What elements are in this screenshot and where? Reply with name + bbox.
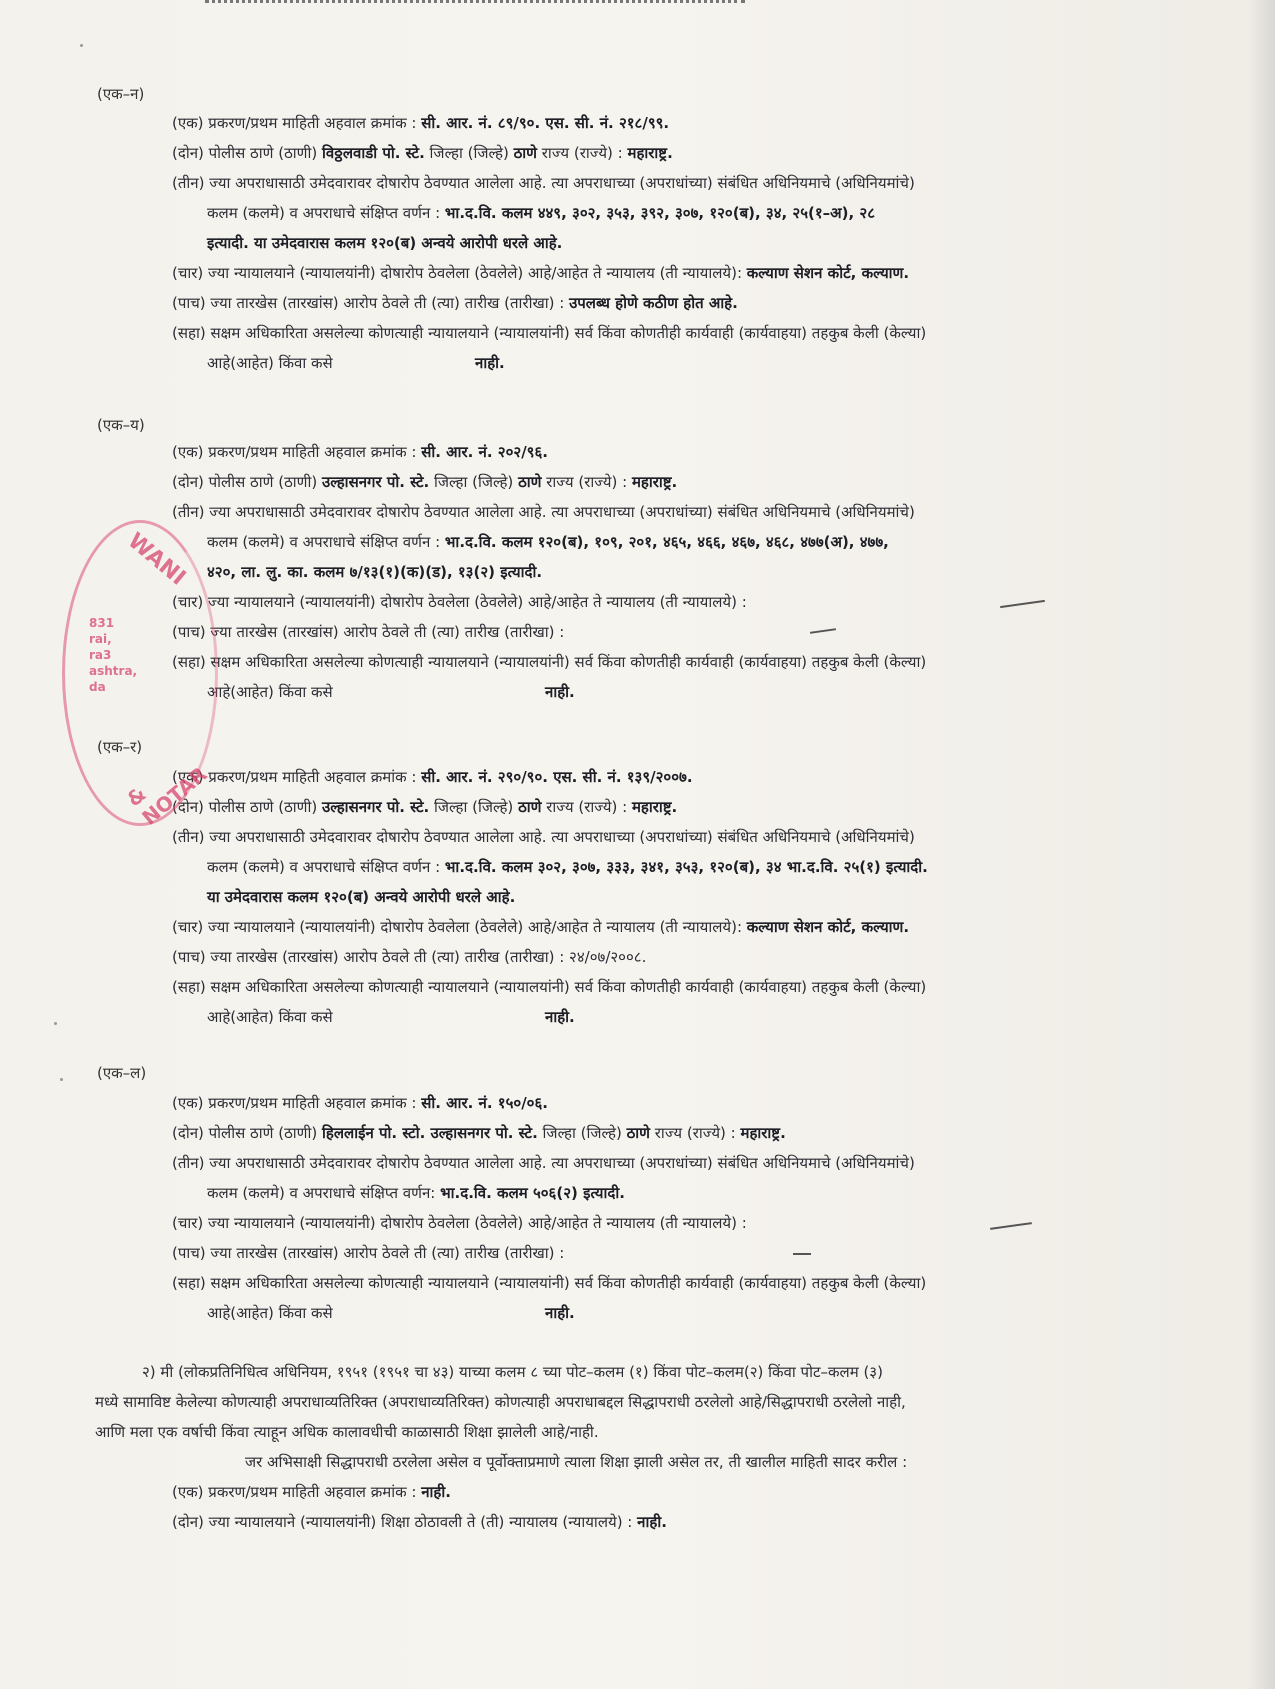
declaration-line: २) मी (लोकप्रतिनिधित्व अधिनियम, १९५१ (१९५१ चा ४३) याच्या कलम ८ च्या पोट–कलम (१) किंवा पोट–कलम(२) किंवा पोट–कलम (३) <box>142 1363 883 1381</box>
handwritten-dash <box>793 1253 811 1255</box>
stamp-bottom-text: & NOTAR <box>121 761 212 830</box>
doc-line: (दोन) पोलीस ठाणे (ठाणी) उल्हासनगर पो. स्टे. जिल्हा (जिल्हे) ठाणे राज्य (राज्ये) : महाराष्ट्र. <box>172 473 678 491</box>
doc-line: (सहा) सक्षम अधिकारिता असलेल्या कोणत्याही न्यायालयाने (न्यायालयांनी) सर्व किंवा कोणतीही कार्यवाही (कार्यवाहया) तहकुब केली (केल्या) <box>172 978 927 996</box>
doc-line: कलम (कलमे) व अपराधाचे संक्षिप्त वर्णन : भा.द.वि. कलम ४४९, ३०२, ३५३, ३९२, ३०७, १२०(ब), ३४, २५(१–अ), २८ <box>207 204 876 222</box>
scan-speck <box>60 1078 63 1081</box>
section-label: (एक–य) <box>97 416 145 434</box>
notary-stamp <box>62 520 218 830</box>
doc-line: (दोन) पोलीस ठाणे (ठाणी) हिललाईन पो. स्टो. उल्हासनगर पो. स्टे. जिल्हा (जिल्हे) ठाणे राज्य (राज्ये) : महाराष्ट्र. <box>172 1124 786 1142</box>
declaration-item: (एक) प्रकरण/प्रथम माहिती अहवाल क्रमांक : नाही. <box>172 1483 451 1501</box>
doc-line: इत्यादी. या उमेदवारास कलम १२०(ब) अन्वये आरोपी धरले आहे. <box>207 234 563 252</box>
doc-line: (सहा) सक्षम अधिकारिता असलेल्या कोणत्याही न्यायालयाने (न्यायालयांनी) सर्व किंवा कोणतीही कार्यवाही (कार्यवाहया) तहकुब केली (केल्या) <box>172 1274 927 1292</box>
doc-line: कलम (कलमे) व अपराधाचे संक्षिप्त वर्णन: भा.द.वि. कलम ५०६(२) इत्यादी. <box>207 1184 625 1202</box>
cut-off-top-line <box>205 0 745 8</box>
stamp-top-text: WANI <box>122 528 191 591</box>
declaration-line: आणि मला एक वर्षाची किंवा त्याहून अधिक कालावधीची काळासाठी शिक्षा झालेली आहे/नाही. <box>95 1423 599 1441</box>
doc-line: (एक) प्रकरण/प्रथम माहिती अहवाल क्रमांक : सी. आर. नं. १५०/०६. <box>172 1094 548 1112</box>
doc-line: (दोन) पोलीस ठाणे (ठाणी) उल्हासनगर पो. स्टे. जिल्हा (जिल्हे) ठाणे राज्य (राज्ये) : महाराष्ट्र. <box>172 798 678 816</box>
declaration-item: (दोन) ज्या न्यायालयाने (न्यायालयांनी) शिक्षा ठोठावली ते (ती) न्यायालय (न्यायालये) : नाही. <box>172 1513 667 1531</box>
doc-line: (तीन) ज्या अपराधासाठी उमेदवारावर दोषारोप ठेवण्यात आलेला आहे. त्या अपराधाच्या (अपराधांच्या) संबंधित अधिनियमाचे (अधिनियमांचे) <box>172 503 915 521</box>
doc-line: (सहा) सक्षम अधिकारिता असलेल्या कोणत्याही न्यायालयाने (न्यायालयांनी) सर्व किंवा कोणतीही कार्यवाही (कार्यवाहया) तहकुब केली (केल्या) <box>172 653 927 671</box>
doc-line: (पाच) ज्या तारखेस (तारखांस) आरोप ठेवले ती (त्या) तारीख (तारीखा) : <box>172 623 565 641</box>
doc-line: (तीन) ज्या अपराधासाठी उमेदवारावर दोषारोप ठेवण्यात आलेला आहे. त्या अपराधाच्या (अपराधांच्या) संबंधित अधिनियमाचे (अधिनियमांचे) <box>172 1154 915 1172</box>
doc-line: कलम (कलमे) व अपराधाचे संक्षिप्त वर्णन : भा.द.वि. कलम ३०२, ३०७, ३३३, ३४१, ३५३, १२०(ब), ३४ भा.द.वि. २५(१) इत्यादी. <box>207 858 928 876</box>
doc-line: (तीन) ज्या अपराधासाठी उमेदवारावर दोषारोप ठेवण्यात आलेला आहे. त्या अपराधाच्या (अपराधांच्या) संबंधित अधिनियमाचे (अधिनियमांचे) <box>172 174 915 192</box>
page-edge-shadow <box>1249 0 1275 1689</box>
doc-line: (पाच) ज्या तारखेस (तारखांस) आरोप ठेवले ती (त्या) तारीख (तारीखा) : उपलब्ध होणे कठीण होत आहे. <box>172 294 738 312</box>
doc-line: आहे(आहेत) किंवा कसे <box>207 1304 333 1322</box>
declaration-line: मध्ये सामाविष्ट केलेल्या कोणत्याही अपराधाव्यतिरिक्त (अपराधाव्यतिरिक्त) कोणत्याही अपराधाबद्दल सिद्धापराधी ठरलेलो आहे/सिद्धापराधी ठरलेलो नाही, <box>95 1393 906 1411</box>
answer-text: नाही. <box>545 1008 575 1026</box>
doc-line: (चार) ज्या न्यायालयाने (न्यायालयांनी) दोषारोप ठेवलेला (ठेवलेले) आहे/आहेत ते न्यायालय (ती न्यायालये): कल्याण सेशन कोर्ट, कल्याण. <box>172 918 910 936</box>
answer-text: नाही. <box>475 354 505 372</box>
doc-line: (एक) प्रकरण/प्रथम माहिती अहवाल क्रमांक : सी. आर. नं. २९०/९०. एस. सी. नं. १३९/२००७. <box>172 768 693 786</box>
doc-line: (चार) ज्या न्यायालयाने (न्यायालयांनी) दोषारोप ठेवलेला (ठेवलेले) आहे/आहेत ते न्यायालय (ती न्यायालये): कल्याण सेशन कोर्ट, कल्याण. <box>172 264 910 282</box>
doc-line: ४२०, ला. लु. का. कलम ७/१३(१)(क)(ड), १३(२) इत्यादी. <box>207 563 543 581</box>
doc-line: आहे(आहेत) किंवा कसे <box>207 354 333 372</box>
doc-line: (एक) प्रकरण/प्रथम माहिती अहवाल क्रमांक : सी. आर. नं. ८९/९०. एस. सी. नं. २१८/९९. <box>172 114 670 132</box>
doc-line: (पाच) ज्या तारखेस (तारखांस) आरोप ठेवले ती (त्या) तारीख (तारीखा) : २४/०७/२००८. <box>172 948 647 966</box>
doc-line: (चार) ज्या न्यायालयाने (न्यायालयांनी) दोषारोप ठेवलेला (ठेवलेले) आहे/आहेत ते न्यायालय (ती न्यायालये) : <box>172 593 747 611</box>
doc-line: (सहा) सक्षम अधिकारिता असलेल्या कोणत्याही न्यायालयाने (न्यायालयांनी) सर्व किंवा कोणतीही कार्यवाही (कार्यवाहया) तहकुब केली (केल्या) <box>172 324 927 342</box>
section-label: (एक–र) <box>97 738 143 756</box>
doc-line: आहे(आहेत) किंवा कसे <box>207 683 333 701</box>
answer-text: नाही. <box>545 683 575 701</box>
doc-line: (एक) प्रकरण/प्रथम माहिती अहवाल क्रमांक : सी. आर. नं. २०२/९६. <box>172 443 548 461</box>
doc-line: या उमेदवारास कलम १२०(ब) अन्वये आरोपी धरले आहे. <box>207 888 516 906</box>
doc-line: (पाच) ज्या तारखेस (तारखांस) आरोप ठेवले ती (त्या) तारीख (तारीखा) : <box>172 1244 565 1262</box>
doc-line: (चार) ज्या न्यायालयाने (न्यायालयांनी) दोषारोप ठेवलेला (ठेवलेले) आहे/आहेत ते न्यायालय (ती न्यायालये) : <box>172 1214 747 1232</box>
stamp-middle-text: 831 rai, ra3 ashtra, da <box>89 616 138 694</box>
doc-line: (तीन) ज्या अपराधासाठी उमेदवारावर दोषारोप ठेवण्यात आलेला आहे. त्या अपराधाच्या (अपराधांच्या) संबंधित अधिनियमाचे (अधिनियमांचे) <box>172 828 915 846</box>
answer-text: नाही. <box>545 1304 575 1322</box>
doc-line: कलम (कलमे) व अपराधाचे संक्षिप्त वर्णन : भा.द.वि. कलम १२०(ब), १०९, २०१, ४६५, ४६६, ४६७, ४६८, ४७७(अ), ४७७, <box>207 533 889 551</box>
declaration-line: जर अभिसाक्षी सिद्धापराधी ठरलेला असेल व पूर्वोक्ताप्रमाणे त्याला शिक्षा झाली असेल तर, ती खालील माहिती सादर करील : <box>245 1453 908 1471</box>
doc-line: आहे(आहेत) किंवा कसे <box>207 1008 333 1026</box>
section-label: (एक–ल) <box>97 1064 147 1082</box>
scan-speck <box>54 1022 57 1025</box>
section-label: (एक–न) <box>97 85 145 103</box>
scan-speck <box>80 44 83 47</box>
doc-line: (दोन) पोलीस ठाणे (ठाणी) विठ्ठलवाडी पो. स्टे. जिल्हा (जिल्हे) ठाणे राज्य (राज्ये) : महाराष्ट्र. <box>172 144 673 162</box>
